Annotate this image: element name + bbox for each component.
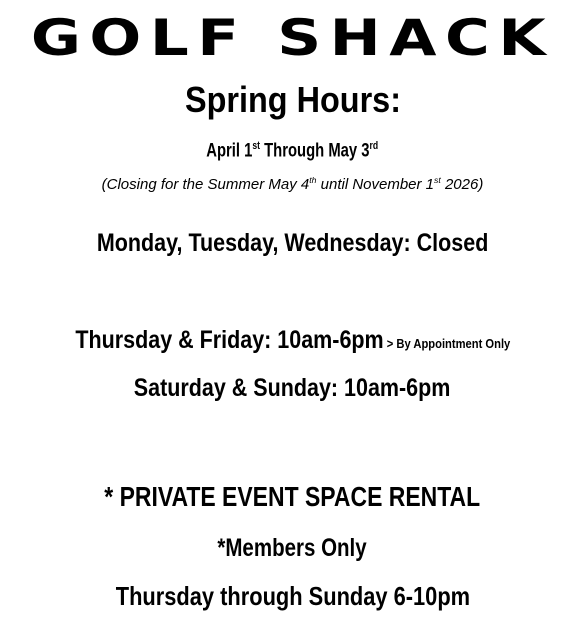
season-dates-text bbox=[207, 133, 379, 164]
start-date: April 1 bbox=[206, 140, 253, 162]
hours-sat-sun-text: Saturday & Sunday: 10am-6pm bbox=[134, 374, 451, 402]
thu-fri-hours: Thursday & Friday: 10am-6pm bbox=[75, 326, 384, 354]
closing-part-3: 2026) bbox=[440, 176, 484, 193]
hours-mon-wed bbox=[0, 227, 585, 260]
private-event-schedule-text: Thursday through Sunday 6-10pm bbox=[115, 581, 470, 611]
golf-shack-logo bbox=[0, 8, 585, 68]
closing-sup-1: th bbox=[309, 175, 317, 185]
members-only-text: *Members Only bbox=[217, 534, 368, 562]
hours-mon-wed-text: Monday, Tuesday, Wednesday: Closed bbox=[96, 229, 489, 257]
spring-hours-title: Spring Hours: bbox=[184, 79, 401, 120]
end-suffix: rd bbox=[369, 140, 379, 152]
logo-text: GOLF SHACK bbox=[30, 9, 555, 67]
hours-sat-sun bbox=[0, 372, 585, 405]
private-event-text: * PRIVATE EVENT SPACE RENTAL bbox=[104, 481, 481, 512]
private-event-schedule bbox=[0, 580, 585, 613]
start-suffix: st bbox=[252, 140, 261, 152]
hours-thu-fri-text bbox=[75, 324, 510, 360]
private-event-heading bbox=[0, 480, 585, 515]
closing-sup-2: st bbox=[434, 175, 441, 185]
page-title bbox=[0, 78, 585, 122]
closing-part-1: (Closing for the Summer May 4 bbox=[101, 176, 310, 193]
through-date: Through May 3 bbox=[260, 140, 370, 162]
closing-part-2: until November 1 bbox=[316, 176, 435, 193]
closing-note bbox=[0, 170, 585, 195]
appointment-note: > By Appointment Only bbox=[383, 336, 510, 351]
members-only-note bbox=[0, 533, 585, 564]
hours-thu-fri bbox=[0, 324, 585, 360]
season-dates bbox=[0, 133, 585, 164]
